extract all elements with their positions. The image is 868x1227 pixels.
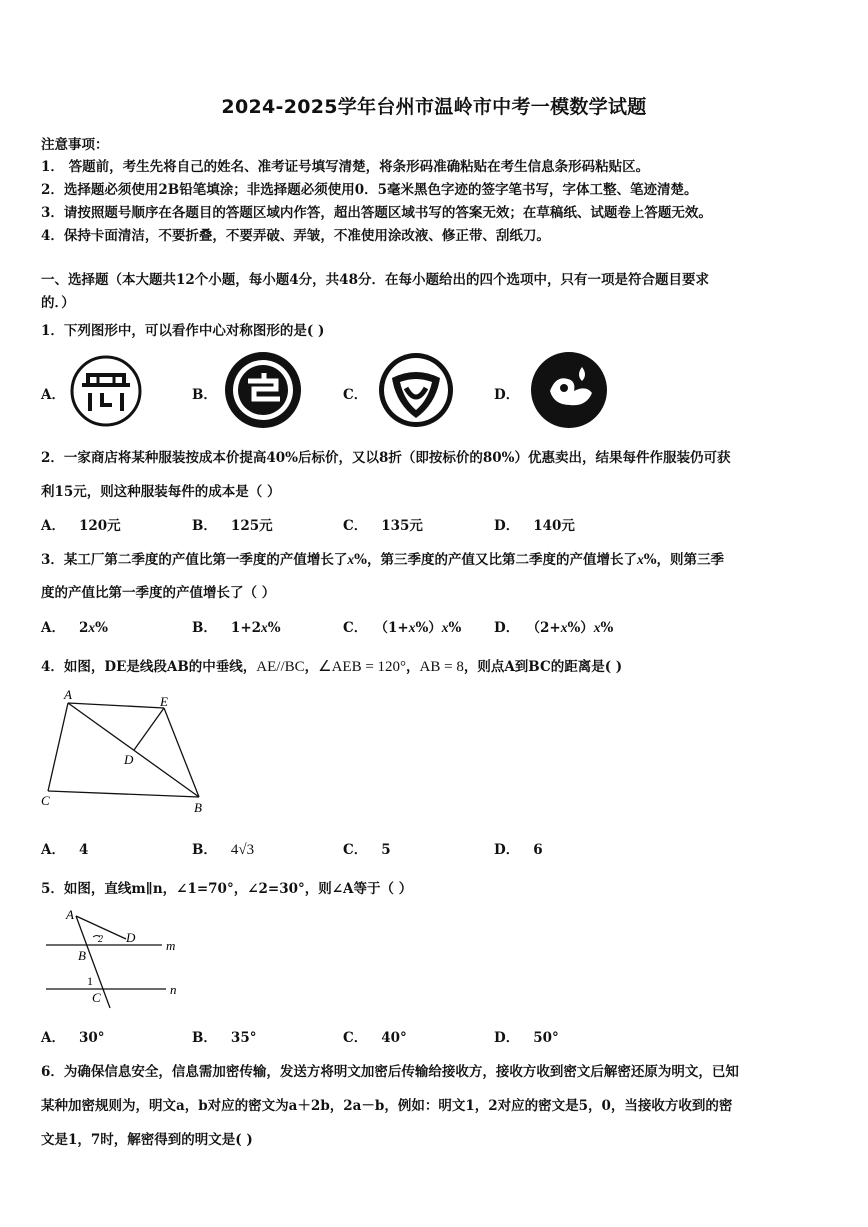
q1-figure-d — [530, 351, 608, 429]
q5-option-c: C． 40° — [343, 1030, 407, 1046]
section-heading: 一、选择题（本大题共12个小题，每小题4分，共48分．在每小题给出的四个选项中，只有一项是符合题目要求 — [41, 272, 709, 288]
notice-item: 3．请按照题号顺序在各题目的答题区域内作答，超出答题区域书写的答案无效；在草稿纸、试题卷上答题无效。 — [41, 205, 712, 221]
q5-label-d: D — [126, 930, 136, 945]
q4-option-b: B． 4√3 — [192, 842, 255, 858]
q4-label-a: A — [64, 687, 72, 702]
q1-option-d-label: D． — [494, 387, 520, 403]
q1-option-a-label: A． — [41, 387, 65, 403]
q5-label-b: B — [78, 948, 86, 963]
q1-figure-a — [68, 353, 144, 429]
q4-option-a: A． 4 — [41, 842, 89, 858]
q1-option-c-label: C． — [343, 387, 368, 403]
q1-option-b-label: B． — [192, 387, 217, 403]
q4-label-d: D — [124, 752, 134, 767]
q5-label-n: n — [170, 982, 177, 997]
q2-option-d: D． 140元 — [494, 518, 575, 534]
section-heading-cont: 的．） — [41, 295, 75, 311]
q5-option-a: A． 30° — [41, 1030, 105, 1046]
q2-option-a: A． 120元 — [41, 518, 121, 534]
q3-stem-line1: 3．某工厂第二季度的产值比第一季度的产值增长了x%，第三季度的产值又比第二季度的产值增长了x%，则第三季 — [41, 552, 725, 568]
q2-option-b: B． 125元 — [192, 518, 273, 534]
q5-stem: 5．如图，直线m∥n，∠1=70°，∠2=30°，则∠A等于（ ） — [41, 881, 413, 897]
q6-stem-line1: 6．为确保信息安全，信息需加密传输，发送方将明文加密后传输给接收方，接收方收到密文后解密还原为明文，已知 — [41, 1064, 739, 1080]
q5-option-b: B． 35° — [192, 1030, 257, 1046]
q1-stem: 1．下列图形中，可以看作中心对称图形的是( ) — [41, 323, 325, 339]
q4-label-b: B — [194, 800, 202, 815]
q3-option-c: C． （1+x%）x% — [343, 620, 462, 636]
q2-option-c: C． 135元 — [343, 518, 423, 534]
q4-option-d: D． 6 — [494, 842, 543, 858]
page-title: 2024-2025学年台州市温岭市中考一模数学试题 — [221, 96, 647, 118]
notice-heading: 注意事项： — [41, 137, 109, 153]
q4-stem: 4．如图，DE是线段AB的中垂线，AE//BC，∠AEB = 120°，AB = 8，则点A到BC的距离是( ) — [41, 659, 623, 675]
q2-stem-line2: 利15元，则这种服装每件的成本是（ ） — [41, 484, 281, 500]
notice-item: 2．选择题必须使用2B铅笔填涂；非选择题必须使用0．5毫米黑色字迹的签字笔书写，字体工整、笔迹清楚。 — [41, 182, 698, 198]
q1-figure-b — [224, 351, 302, 429]
q5-option-d: D． 50° — [494, 1030, 559, 1046]
q3-stem-line2: 度的产值比第一季度的产值增长了（ ） — [41, 585, 276, 601]
q5-label-1: 1 — [87, 974, 93, 988]
q6-stem-line3: 文是1，7时，解密得到的明文是( ) — [41, 1132, 253, 1148]
q3-option-b: B． 1+2x% — [192, 620, 281, 636]
notice-item: 1． 答题前，考生先将自己的姓名、准考证号填写清楚，将条形码准确粘贴在考生信息条形码粘贴区。 — [41, 159, 650, 175]
q5-label-m: m — [166, 938, 176, 953]
q4-label-e: E — [160, 694, 168, 709]
q4-label-c: C — [41, 793, 50, 808]
q4-figure — [36, 686, 216, 818]
q2-stem-line1: 2．一家商店将某种服装按成本价提高40%后标价，又以8折（即按标价的80%）优惠卖出，结果每件作服装仍可获 — [41, 450, 731, 466]
q4-option-c: C． 5 — [343, 842, 391, 858]
notice-item: 4．保持卡面清洁，不要折叠，不要弄破、弄皱，不准使用涂改液、修正带、刮纸刀。 — [41, 228, 550, 244]
q3-option-a: A． 2x% — [41, 620, 108, 636]
q1-figure-c — [378, 352, 454, 428]
q6-stem-line2: 某种加密规则为，明文a，b对应的密文为a＋2b，2a－b，例如：明文1，2对应的密文是5，0，当接收方收到的密 — [41, 1098, 733, 1114]
q5-figure — [40, 904, 190, 1014]
q3-option-d: D． （2+x%）x% — [494, 620, 614, 636]
q5-label-a: A — [66, 907, 74, 922]
q5-label-2: 2 — [98, 934, 103, 945]
q5-label-c: C — [92, 990, 101, 1005]
